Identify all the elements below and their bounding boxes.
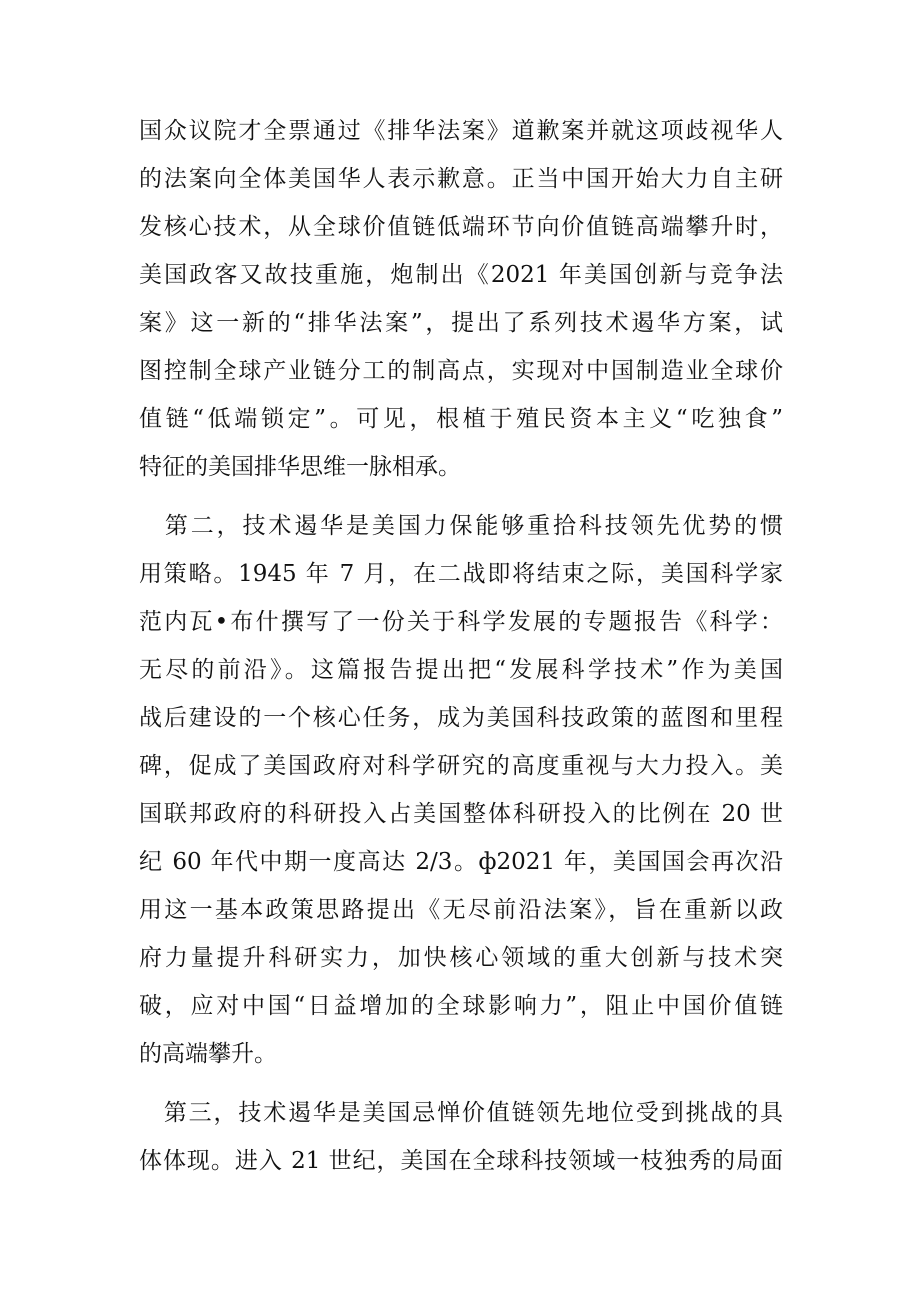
text-line: 特征的美国排华思维一脉相承。 [139, 454, 461, 480]
text-line: 第二，技术遏华是美国力保能够重拾科技领先优势的惯 [139, 513, 783, 539]
paragraph-1 [139, 107, 783, 491]
text-line: 体体现。进入 21 世纪，美国在全球科技领域一枝独秀的局面 [139, 1148, 783, 1174]
text-line: 破，应对中国“日益增加的全球影响力”，阻止中国价值链 [139, 993, 783, 1019]
text-line: 用策略。1945 年 7 月，在二战即将结束之际，美国科学家 [139, 561, 783, 587]
text-line: 府力量提升科研实力，加快核心领域的重大创新与技术突 [139, 945, 783, 971]
text-line: 范内瓦•布什撰写了一份关于科学发展的专题报告《科学： [139, 609, 783, 635]
text-line: 图控制全球产业链分工的制高点，实现对中国制造业全球价 [139, 358, 783, 384]
paragraph-gap [139, 491, 783, 502]
text-line: 案》这一新的“排华法案”，提出了系列技术遏华方案，试 [139, 310, 783, 336]
text-line: 的法案向全体美国华人表示歉意。正当中国开始大力自主研 [139, 166, 783, 192]
text-line: 第三，技术遏华是美国忌惮价值链领先地位受到挑战的具 [139, 1100, 783, 1126]
paragraph-3 [139, 1089, 783, 1185]
text-line: 发核心技术，从全球价值链低端环节向价值链高端攀升时， [139, 214, 783, 240]
text-line: 国众议院才全票通过《排华法案》道歉案并就这项歧视华人 [139, 118, 783, 144]
text-line: 的高端攀升。 [139, 1041, 277, 1067]
text-line: 无尽的前沿》。这篇报告提出把“发展科学技术”作为美国 [139, 657, 783, 683]
paragraph-2 [139, 502, 783, 1078]
text-line: 战后建设的一个核心任务，成为美国科技政策的蓝图和里程 [139, 705, 783, 731]
document-page [139, 107, 783, 1185]
text-line: 值链“低端锁定”。可见，根植于殖民资本主义“吃独食” [139, 406, 783, 432]
text-line: 国联邦政府的科研投入占美国整体科研投入的比例在 20 世 [139, 801, 783, 827]
text-line: 碑，促成了美国政府对科学研究的高度重视与大力投入。美 [139, 753, 783, 779]
paragraph-gap [139, 1078, 783, 1089]
text-line: 美国政客又故技重施，炮制出《2021 年美国创新与竞争法 [139, 262, 783, 288]
text-line: 用这一基本政策思路提出《无尽前沿法案》，旨在重新以政 [139, 897, 783, 923]
text-line: 纪 60 年代中期一度高达 2/3。ф2021 年，美国国会再次沿 [139, 849, 783, 875]
